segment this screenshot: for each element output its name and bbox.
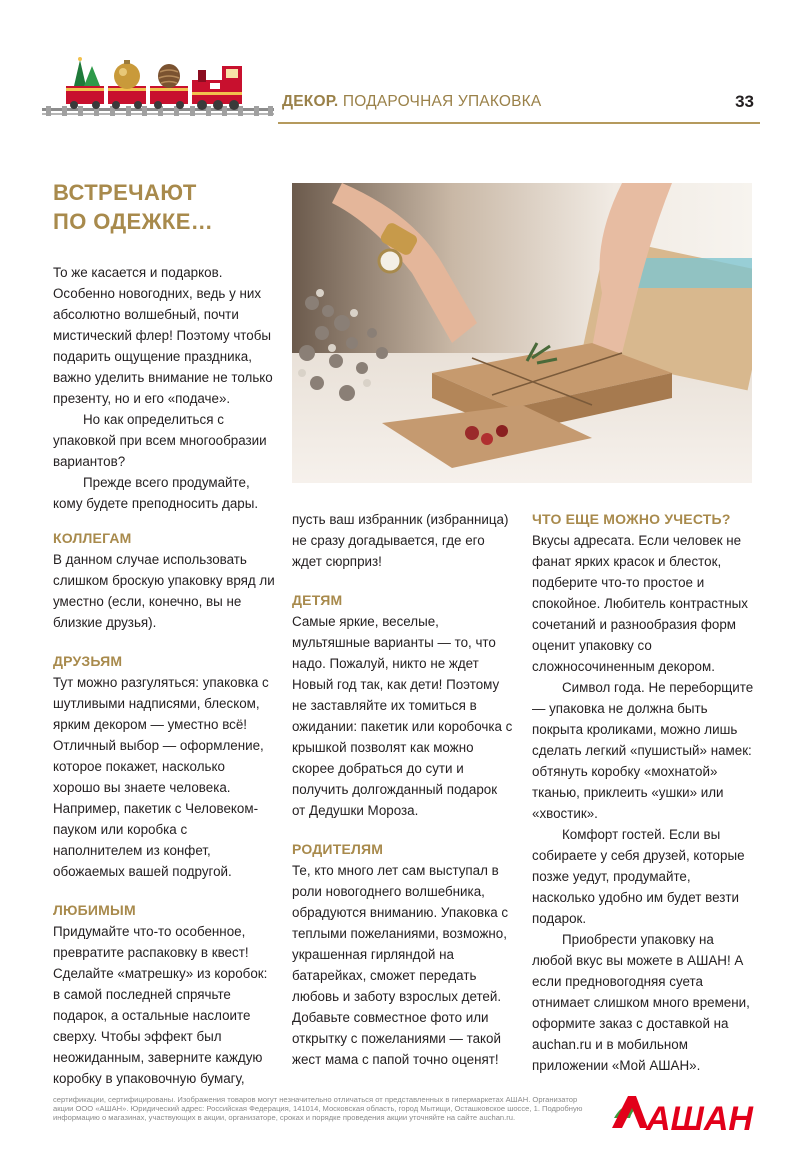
heading-more: ЧТО ЕЩЕ МОЖНО УЧЕСТЬ? [532,511,731,527]
intro-paragraph-1: То же касается и подарков. Особенно новогодних, ведь у них абсолютно волшебный, почти мистический флер! Поэтому чтобы подарить ощущение праздника, важно уделить внимание не только презенту, но и его «подаче». [53,265,273,406]
heading-parents: РОДИТЕЛЯМ [292,841,384,857]
subsection-name: ПОДАРОЧНАЯ УПАКОВКА [338,93,542,110]
text-colleagues: В данном случае использовать слишком броскую упаковку вряд ли уместно (если, конечно, вы не близкие друзья). [53,552,275,630]
column-3 [532,509,754,1076]
page-number: 33 [735,92,754,111]
intro-text [53,262,275,514]
section-name: ДЕКОР. [282,93,339,110]
title-line-2: ПО ОДЕЖКЕ… [53,209,214,234]
title-line-1: ВСТРЕЧАЮТ [53,180,197,205]
column-2 [292,509,514,1070]
text-more-3: Комфорт гостей. Если вы собираете у себя друзей, которые позже уедут, продумайте, насколько удобно им будет везти подарок. [532,827,745,926]
gift-wrapping-photo [292,183,752,483]
text-more-2: Символ года. Не переборщите — упаковка не должна быть покрыта кроликами, можно лишь сделать легкий «пушистый» намек: обтянуть коробку «мохнатой» тканью, приклеить «ушки» или «хвостик». [532,680,754,821]
auchan-logo-icon [610,1088,762,1140]
column-1 [53,528,275,1089]
article-title [53,178,283,236]
text-more-1: Вкусы адресата. Если человек не фанат ярких красок и блесток, подберите что-то простое и спокойное. Любитель контрастных сочетаний и разнообразия форм оценит упаковку со сложносочиненным декором. [532,533,748,674]
header-divider [278,122,760,124]
intro-paragraph-2: Но как определиться с упаковкой при всем многообразии вариантов? [53,412,267,469]
text-friends: Тут можно разгуляться: упаковка с шутливыми надписями, блеском, ярким декором — уместно всё! Отличный выбор — оформление, которое покажет, насколько хорошо вы знаете человека. Например, пакетик с Человеком-пауком или коробка с наполнителем из конфет, обожаемых вашей подругой. [53,675,269,879]
text-more-4: Приобрести упаковку на любой вкус вы можете в АШАН! А если предновогодняя суета отнимает слишком много времени, оформите заказ с доставкой на auchan.ru и в мобильном приложении «Мой АШАН». [532,932,750,1073]
heading-children: ДЕТЯМ [292,592,343,608]
legal-footer: сертификации, сертифицированы. Изображения товаров могут незначительно отличаться от представленных в гипермаркетах АШАН. Организатор акции ООО «АШАН». Юридический адрес: Российская Федерация, 141014, Московская область, город Мытищи, Осташковское шоссе, 1. Подробную информацию о магазинах, участвующих в акции, организаторе, сроках и порядке проведения акции уточняйте на сайте auchan.ru. [53,1095,583,1122]
logo-text: АШАН [646,1100,753,1138]
text-children: Самые яркие, веселые, мультяшные варианты — то, что надо. Пожалуй, никто не ждет Новый год так, как дети! Поэтому не заставляйте их томиться в ожидании: пакетик или коробочка с крышкой позволят как можно скорее добраться до сути и получить долгожданный подарок от Дедушки Мороза. [292,614,513,818]
heading-friends: ДРУЗЬЯМ [53,653,123,669]
heading-colleagues: КОЛЛЕГАМ [53,530,132,546]
text-loved: Придумайте что-то особенное, превратите распаковку в квест! Сделайте «матрешку» из коробок: в самой последней спрячьте подарок, а остальные наслоите сверху. Чтобы эффект был неожиданным, заверните каждую коробку в упаковочную бумагу, [53,924,268,1086]
section-title [282,93,541,111]
text-loved-continued: пусть ваш избранник (избранница) не сразу догадывается, где его ждет сюрприз! [292,512,509,569]
train-illustration-icon [40,52,280,118]
intro-paragraph-3: Прежде всего продумайте, кому будете преподносить дары. [53,475,259,511]
text-parents: Те, кто много лет сам выступал в роли новогоднего волшебника, обрадуются вниманию. Упаковка с теплыми пожеланиями, возможно, украшенная гирляндой на батарейках, сможет передать любовь и заботу взрослых детей. Добавьте совместное фото или открытку с пожеланиями — такой жест мама с папой точно оценят! [292,863,509,1067]
heading-loved: ЛЮБИМЫМ [53,902,136,918]
page-header [40,52,760,128]
